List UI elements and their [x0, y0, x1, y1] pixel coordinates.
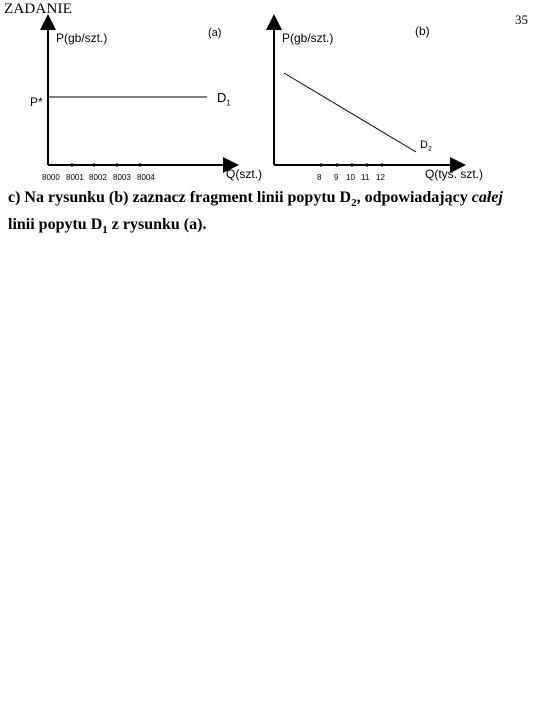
- panel-b-x-axis-label: Q(tys. szt.): [425, 167, 483, 181]
- panel-b-y-axis-label: P(gb/szt.): [282, 31, 334, 45]
- panel-a-label: (a): [208, 27, 222, 39]
- panel-b-x-tick-9: 9: [334, 173, 339, 182]
- page-title: ZADANIE: [4, 1, 73, 17]
- panel-b-x-tick-8: 8: [317, 173, 322, 182]
- panel-b-curve-label: $D_2$: [420, 139, 432, 154]
- panel-a-y-axis-label: P(gb/szt.): [56, 31, 108, 45]
- panel-a-x-tick-8003: 8003: [113, 173, 131, 182]
- panel-b-curve-subscript: 2: [427, 146, 432, 154]
- panel-a-price-marker: P*: [30, 95, 43, 109]
- panel-b-demand-line-d2: [284, 73, 416, 152]
- panel-a-x-tick-8000: 8000: [42, 173, 60, 182]
- panel-b-x-tick-12: 12: [376, 173, 385, 182]
- panel-a-x-tick-8004: 8004: [137, 173, 155, 182]
- page-number: 35: [515, 12, 528, 27]
- panel-a-curve-label: $D_1$: [217, 90, 231, 108]
- question-emphasis: całej: [471, 189, 503, 206]
- panel-a-x-tick-8001: 8001: [66, 173, 84, 182]
- panel-b-x-tick-11: 11: [361, 173, 370, 182]
- panel-a-curve-subscript: 1: [226, 98, 231, 108]
- panel-a-x-tick-8002: 8002: [89, 173, 107, 182]
- panel-b-label: (b): [415, 24, 430, 38]
- panel-a-x-axis-label: Q(szt.): [226, 167, 262, 181]
- question-text: c) Na rysunku (b) zaznacz fragment linii popytu $D_2$, odpowiadający całej linii popytu $D_1$ z rysunku (a).: [8, 189, 503, 237]
- panel-b-x-tick-10: 10: [346, 173, 355, 182]
